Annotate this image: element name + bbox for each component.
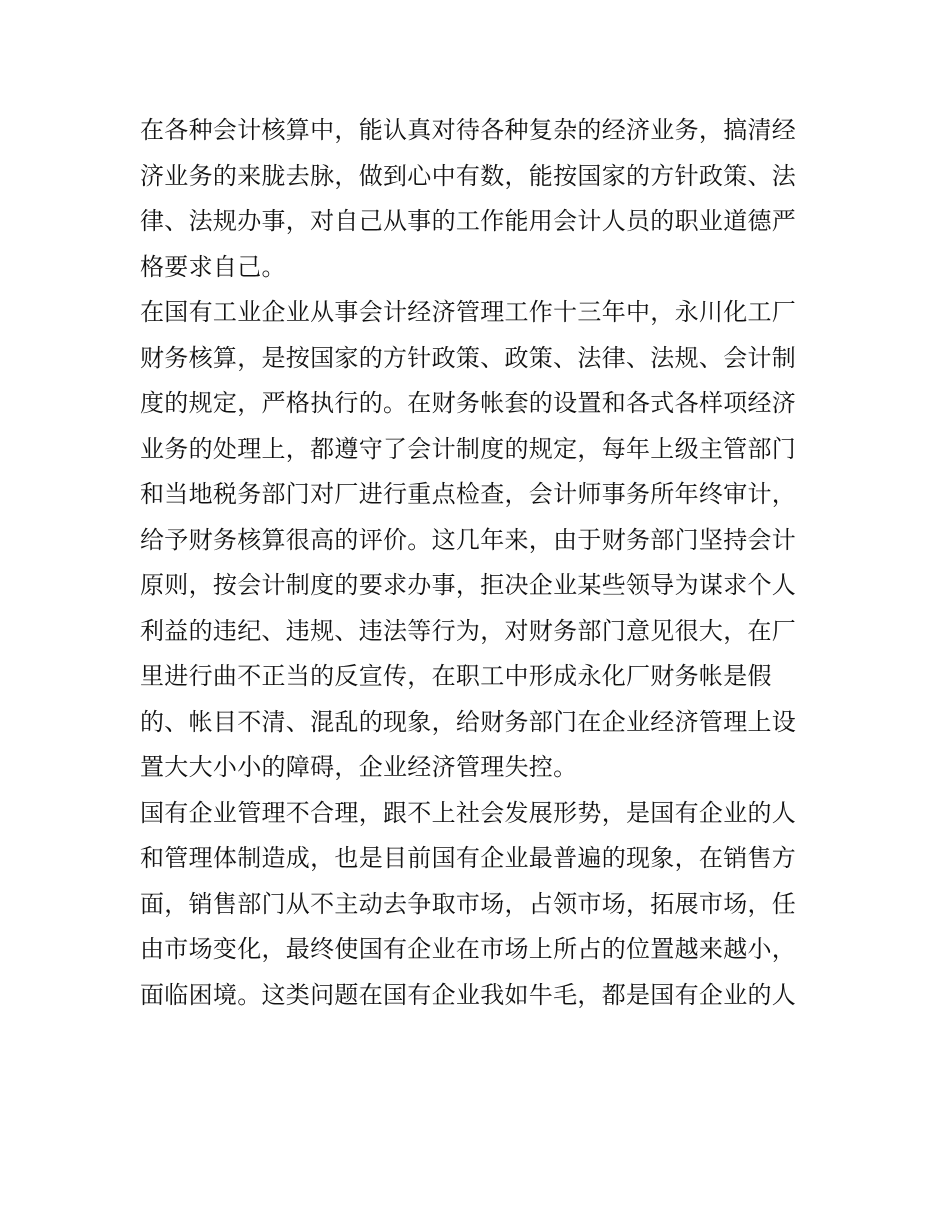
paragraph-2-line-7: 原则，按会计制度的要求办事，拒决企业某些领导为谋求个人 (140, 571, 797, 599)
paragraph-2-line-2: 财务核算，是按国家的方针政策、政策、法律、法规、会计制 (140, 343, 797, 372)
paragraph-2-line-3: 度的规定，严格执行的。在财务帐套的设置和各式各样项经济 (140, 389, 797, 417)
paragraph-3-line-3: 面，销售部门从不主动去争取市场，占领市场，拓展市场，任 (140, 889, 797, 918)
paragraph-1-line-3: 律、法规办事，对自己从事的工作能用会计人员的职业道德严 (140, 207, 797, 235)
paragraph-2-line-6: 给予财务核算很高的评价。这几年来，由于财务部门坚持会计 (140, 525, 797, 554)
paragraph-3-line-2: 和管理体制造成，也是目前国有企业最普遍的现象，在销售方 (140, 844, 797, 872)
paragraph-3-line-5: 面临困境。这类问题在国有企业我如牛毛，都是国有企业的人 (140, 980, 797, 1009)
paragraph-2-line-1: 在国有工业企业从事会计经济管理工作十三年中，永川化工厂 (140, 298, 797, 326)
paragraph-2-line-8: 利益的违纪、违规、违法等行为，对财务部门意见很大，在厂 (140, 616, 797, 645)
paragraph-2-line-10: 的、帐目不清、混乱的现象，给财务部门在企业经济管理上设 (140, 707, 797, 736)
paragraph-2-line-9: 里进行曲不正当的反宣传，在职工中形成永化厂财务帐是假 (140, 662, 772, 690)
paragraph-1-line-1: 在各种会计核算中，能认真对待各种复杂的经济业务，搞清经 (140, 116, 797, 144)
paragraph-3-line-1: 国有企业管理不合理，跟不上社会发展形势，是国有企业的人 (140, 798, 797, 827)
paragraph-1-line-2: 济业务的来胧去脉，做到心中有数，能按国家的方针政策、法 (140, 161, 797, 190)
document-body (140, 108, 820, 1018)
paragraph-2-line-11: 置大大小小的障碍，企业经济管理失控。 (140, 753, 578, 781)
paragraph-2-line-4: 业务的处理上，都遵守了会计制度的规定，每年上级主管部门 (140, 434, 797, 463)
paragraph-3-line-4: 由市场变化，最终使国有企业在市场上所占的位置越来越小， (140, 935, 797, 963)
paragraph-2-line-5: 和当地税务部门对厂进行重点检查，会计师事务所年终审计， (140, 480, 797, 508)
paragraph-1-line-4: 格要求自己。 (140, 252, 286, 281)
